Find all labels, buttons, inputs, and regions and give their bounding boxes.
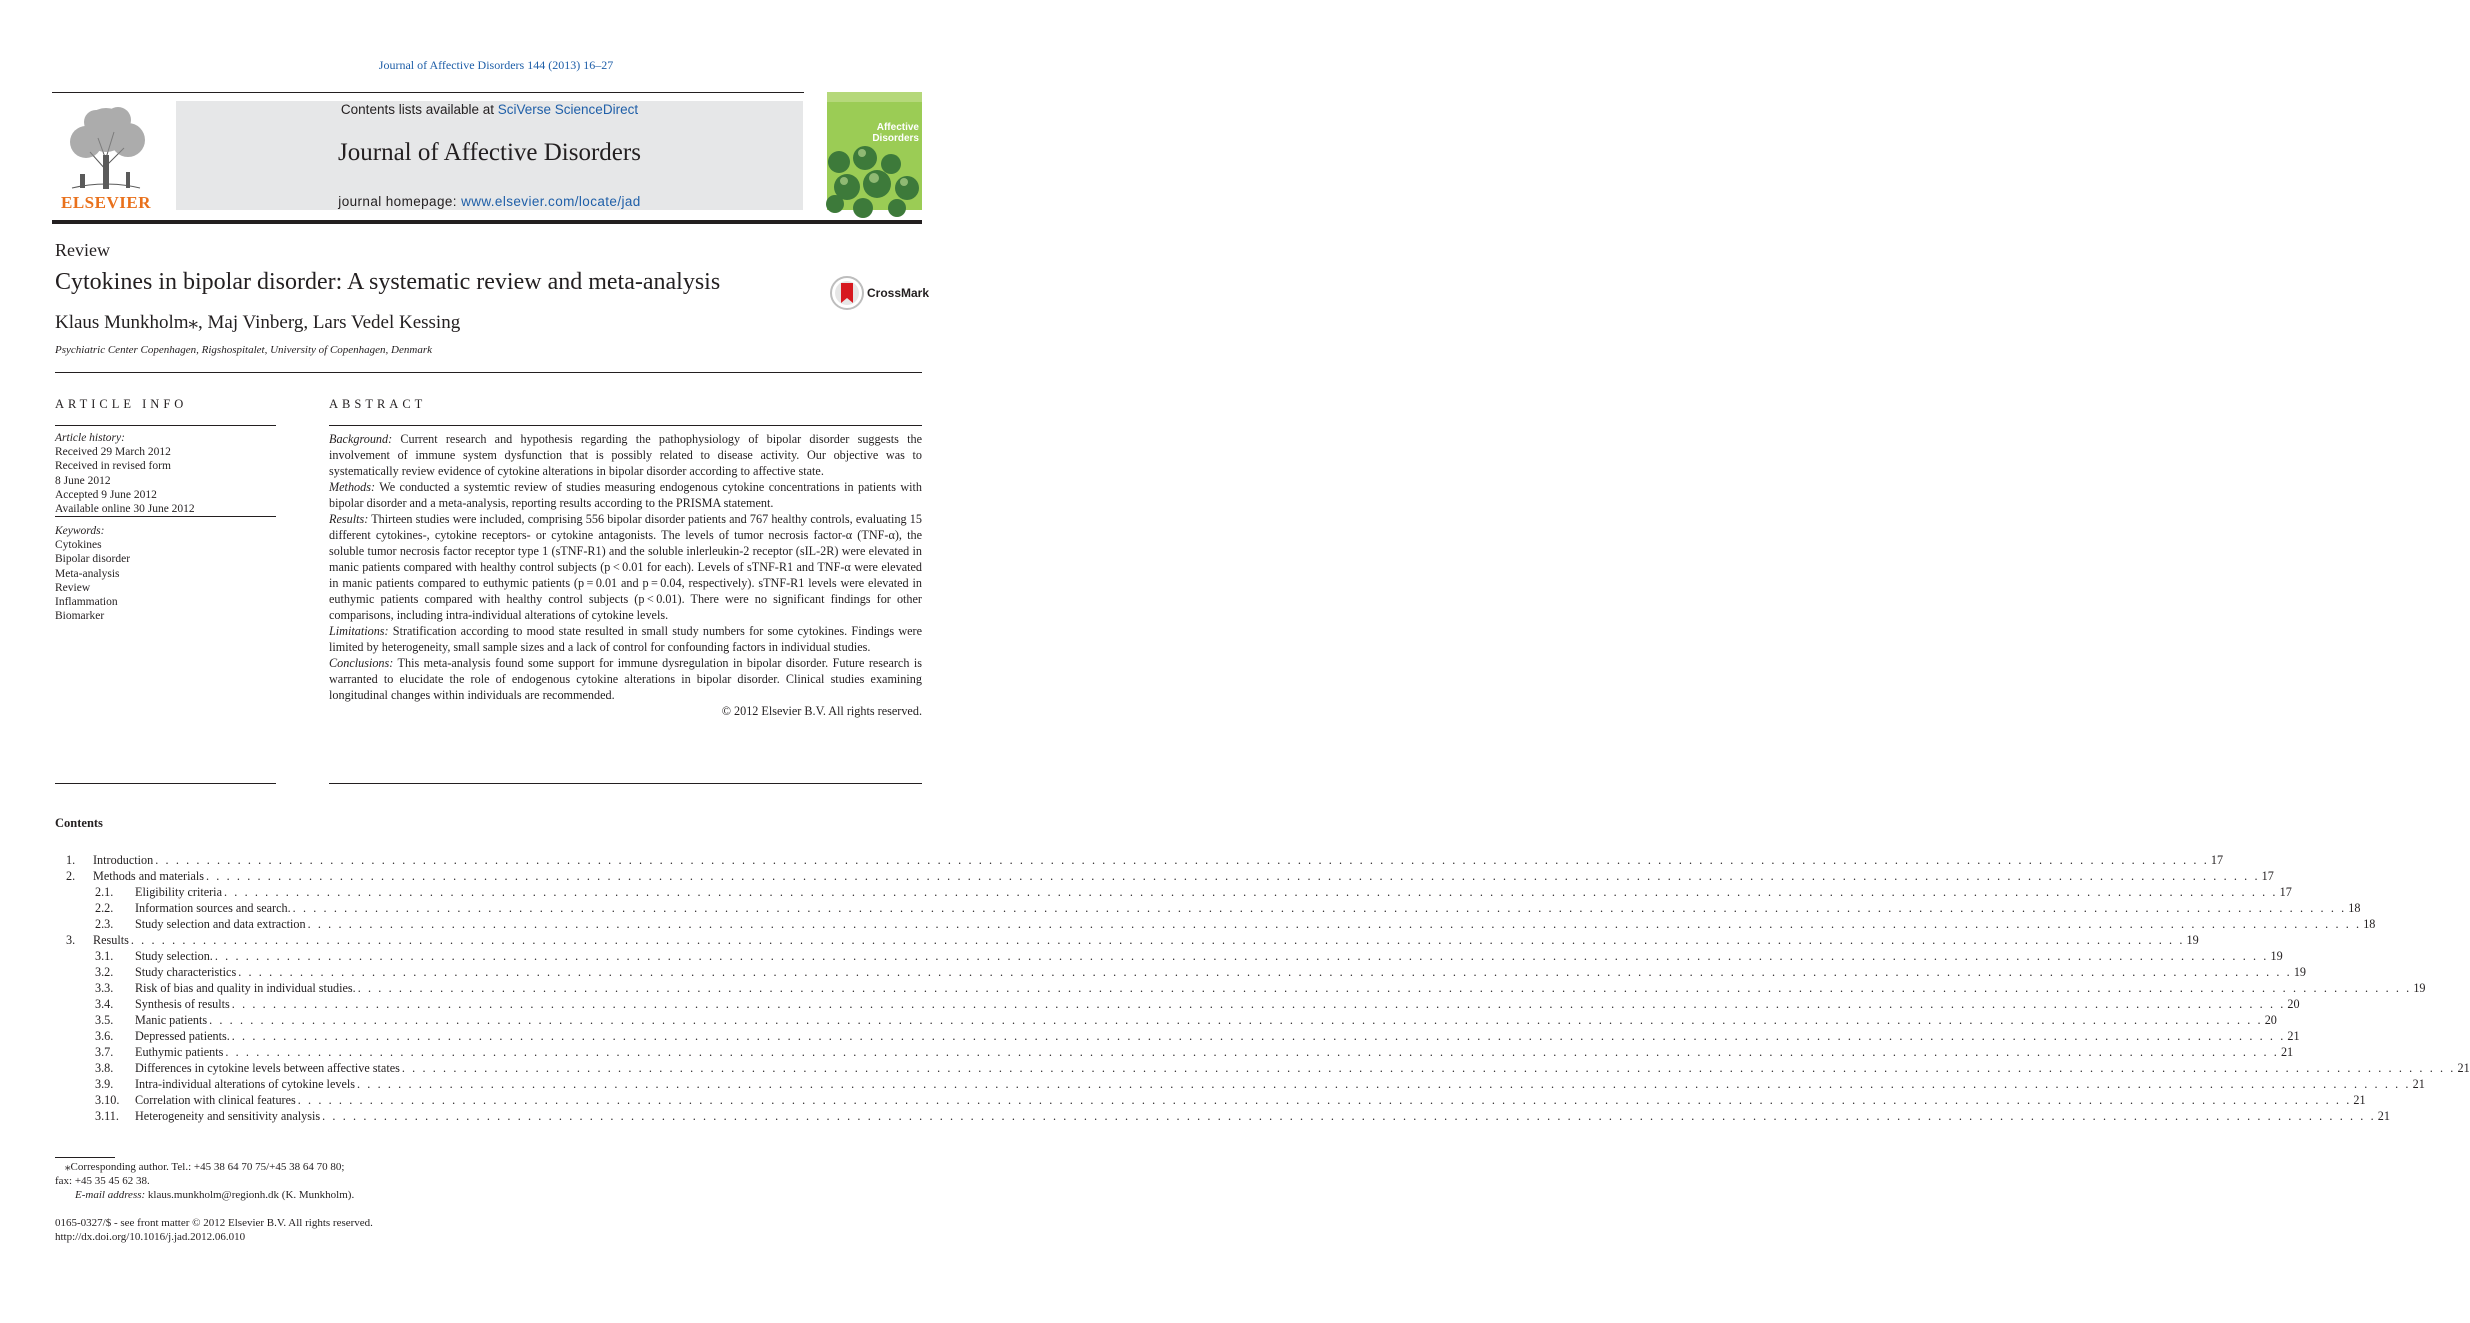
toc-entry-number: 3.5.	[95, 1013, 114, 1027]
author-list: Klaus Munkholm⁎, Maj Vinberg, Lars Vedel Kessing	[55, 312, 461, 333]
corresponding-author-note: ⁎Corresponding author. Tel.: +45 38 64 70 75/+45 38 64 70 80;	[65, 1161, 345, 1173]
history-item: 8 June 2012	[55, 474, 111, 487]
abstract-heading: ABSTRACT	[329, 397, 427, 411]
toc-entry[interactable]	[55, 996, 2300, 1012]
history-item: Available online 30 June 2012	[55, 503, 195, 516]
toc-entry-number: 3.1.	[95, 949, 114, 963]
abstract-methods	[329, 479, 922, 511]
toc-entry[interactable]	[55, 884, 2292, 900]
crossmark-label[interactable]: CrossMark	[867, 286, 930, 300]
toc-entry-title[interactable]: Study characteristics	[135, 965, 237, 979]
history-item: Received 29 March 2012	[55, 446, 171, 459]
journal-homepage-line	[176, 194, 803, 209]
toc-entry-title[interactable]: Depressed patients.	[135, 1029, 230, 1043]
toc-dot-leader: . . . . . . . . . . . . . . . . . . . . . . . . . . . . . . . . . . . . . . . . . . . . . . . . . . . . . . . . . . . . . . . . . . . . . . . . . . . . . . . . . . . . . . . . . . . . . . . . . . . . . . . . . . . . . . . . . . . . . . . . . . . . . . . . . . . . . . . . . . . . . . . . . . . . . . . . . . . . . . . . . . . . . . . . . . . . . . . . . . . . . . . . . . . . . . . . . . . . . . . .	[206, 869, 2260, 883]
sciencedirect-link[interactable]: SciVerse ScienceDirect	[497, 102, 639, 117]
toc-dot-leader: . . . . . . . . . . . . . . . . . . . . . . . . . . . . . . . . . . . . . . . . . . . . . . . . . . . . . . . . . . . . . . . . . . . . . . . . . . . . . . . . . . . . . . . . . . . . . . . . . . . . . . . . . . . . . . . . . . . . . . . . . . . . . . . . . . . . . . . . . . . . . . . . . . . . . . . . . . . . . . . . . . . . . . . . . . . . . . . . . . . . . . . . . . . . . . . . . . . . . . . .	[238, 965, 2292, 979]
keyword-item: Biomarker	[55, 610, 105, 623]
fax-note: fax: +45 35 45 62 38.	[55, 1175, 150, 1187]
toc-entry-title[interactable]: Methods and materials	[93, 869, 205, 883]
toc-entry[interactable]	[55, 1076, 2425, 1092]
keyword-item: Review	[55, 581, 91, 594]
article-info-rule	[55, 425, 276, 426]
keyword-item: Meta-analysis	[55, 567, 120, 580]
toc-entry[interactable]	[55, 1028, 2300, 1044]
keyword-item: Cytokines	[55, 539, 102, 552]
toc-entry-title[interactable]: Eligibility criteria	[135, 885, 222, 899]
toc-entry[interactable]	[55, 868, 2274, 884]
abstract-section-label: Results:	[329, 512, 369, 526]
journal-cover-image	[827, 92, 922, 210]
keyword-item: Bipolar disorder	[55, 553, 131, 566]
abstract-results	[329, 511, 922, 623]
toc-dot-leader: . . . . . . . . . . . . . . . . . . . . . . . . . . . . . . . . . . . . . . . . . . . . . . . . . . . . . . . . . . . . . . . . . . . . . . . . . . . . . . . . . . . . . . . . . . . . . . . . . . . . . . . . . . . . . . . . . . . . . . . . . . . . . . . . . . . . . . . . . . . . . . . . . . . . . . . . . . . . . . . . . . . . . . . . . . . . . . . . . . . . . . . . . . . . . . . . . . . . . . . .	[322, 1109, 2376, 1123]
toc-dot-leader: . . . . . . . . . . . . . . . . . . . . . . . . . . . . . . . . . . . . . . . . . . . . . . . . . . . . . . . . . . . . . . . . . . . . . . . . . . . . . . . . . . . . . . . . . . . . . . . . . . . . . . . . . . . . . . . . . . . . . . . . . . . . . . . . . . . . . . . . . . . . . . . . . . . . . . . . . . . . . . . . . . . . . . . . . . . . . . . . . . . . . . . . . . . . . . . . . . . . . . . .	[155, 853, 2209, 867]
toc-entry-page: 19	[2413, 981, 2426, 995]
toc-dot-leader: . . . . . . . . . . . . . . . . . . . . . . . . . . . . . . . . . . . . . . . . . . . . . . . . . . . . . . . . . . . . . . . . . . . . . . . . . . . . . . . . . . . . . . . . . . . . . . . . . . . . . . . . . . . . . . . . . . . . . . . . . . . . . . . . . . . . . . . . . . . . . . . . . . . . . . . . . . . . . . . . . . . . . . . . . . . . . . . . . . . . . . . . . . . . . . . . . . . . . . . .	[223, 885, 2278, 899]
toc-dot-leader: . . . . . . . . . . . . . . . . . . . . . . . . . . . . . . . . . . . . . . . . . . . . . . . . . . . . . . . . . . . . . . . . . . . . . . . . . . . . . . . . . . . . . . . . . . . . . . . . . . . . . . . . . . . . . . . . . . . . . . . . . . . . . . . . . . . . . . . . . . . . . . . . . . . . . . . . . . . . . . . . . . . . . . . . . . . . . . . . . . . . . . . . . . . . . . . . . . . . . . . .	[297, 1093, 2352, 1107]
toc-entry[interactable]	[55, 1044, 2294, 1060]
cover-spheres-icon	[827, 92, 922, 210]
abstract-section-text: Thirteen studies were included, comprising 556 bipolar disorder patients and 767 healthy controls, evaluating 15 different cytokines-, cytokine receptors- or cytokine antagonists. The levels of tumor necrosis factor-α (TNF-α), the soluble tumor necrosis factor receptor type 1 (sTNF-R1) and the soluble inlerleukin-2 receptor (sIL-2R) were elevated in manic patients compared with healthy control subjects (p < 0.01 for each). Levels of sTNF-R1 and TNF-α were elevated in manic patients compared to euthymic patients (p = 0.01 and p = 0.04, respectively). sTNF-R1 levels were elevated in euthymic patients compared with healthy control subjects (p < 0.01). There were no significant findings for other comparisons, including intra-individual alterations of cytokine levels.	[329, 512, 922, 622]
journal-citation[interactable]: Journal of Affective Disorders 144 (2013) 16–27	[378, 58, 614, 72]
toc-entry-title[interactable]: Study selection and data extraction	[135, 917, 306, 931]
keywords-list	[55, 524, 276, 623]
abstract-section-label: Limitations:	[329, 624, 389, 638]
publisher-name: ELSEVIER	[61, 193, 151, 212]
toc-entry-page: 19	[2293, 965, 2306, 979]
email-label: E-mail address:	[75, 1189, 146, 1201]
table-of-contents	[55, 852, 2470, 1124]
history-item: Received in revised form	[55, 460, 171, 473]
history-item: Accepted 9 June 2012	[55, 488, 157, 501]
abstract-section-text: Current research and hypothesis regarding the pathophysiology of bipolar disorder suggests the involvement of immune system dysfunction that is possibly related to disease activity. Our objective was to systematically review evidence of cytokine alterations in bipolar disorder according to affective state.	[329, 432, 922, 478]
keyword-item: Inflammation	[55, 596, 118, 609]
author-affiliation: Psychiatric Center Copenhagen, Rigshospitalet, University of Copenhagen, Denmark	[55, 344, 432, 356]
toc-entry-title[interactable]: Manic patients	[135, 1013, 208, 1027]
toc-entry-number: 1.	[66, 853, 76, 867]
toc-entry-title[interactable]: Intra-individual alterations of cytokine levels	[135, 1077, 355, 1091]
contents-available-line	[176, 102, 803, 117]
toc-entry[interactable]	[55, 900, 2361, 916]
cover-title: Affective Disorders	[872, 122, 919, 144]
toc-entry-page: 19	[2186, 933, 2199, 947]
toc-entry-page: 17	[2279, 885, 2292, 899]
abstract-section-label: Methods:	[329, 480, 376, 494]
toc-entry-number: 3.9.	[95, 1077, 114, 1091]
email-note	[55, 1188, 354, 1202]
front-matter-info	[55, 1216, 373, 1244]
toc-entry-page: 17	[2210, 853, 2224, 867]
abstract-background	[329, 431, 922, 479]
abstract-body	[329, 431, 922, 719]
title-block-rule	[55, 372, 922, 373]
toc-entry-title[interactable]: Correlation with clinical features	[135, 1093, 296, 1107]
toc-entry-title[interactable]: Information sources and search.	[135, 901, 291, 915]
toc-entry-number: 3.3.	[95, 981, 114, 995]
toc-dot-leader: . . . . . . . . . . . . . . . . . . . . . . . . . . . . . . . . . . . . . . . . . . . . . . . . . . . . . . . . . . . . . . . . . . . . . . . . . . . . . . . . . . . . . . . . . . . . . . . . . . . . . . . . . . . . . . . . . . . . . . . . . . . . . . . . . . . . . . . . . . . . . . . . . . . . . . . . . . . . . . . . . . . . . . . . . . . . . . . . . . . . . . . . . . . . . . . . . . . . . . . .	[214, 949, 2269, 963]
toc-dot-leader: . . . . . . . . . . . . . . . . . . . . . . . . . . . . . . . . . . . . . . . . . . . . . . . . . . . . . . . . . . . . . . . . . . . . . . . . . . . . . . . . . . . . . . . . . . . . . . . . . . . . . . . . . . . . . . . . . . . . . . . . . . . . . . . . . . . . . . . . . . . . . . . . . . . . . . . . . . . . . . . . . . . . . . . . . . . . . . . . . . . . . . . . . . . . . . . . . . . . . . . .	[231, 1029, 2286, 1043]
contents-heading: Contents	[55, 816, 103, 830]
toc-entry[interactable]	[55, 852, 2224, 868]
footnotes	[55, 1160, 354, 1202]
toc-dot-leader: . . . . . . . . . . . . . . . . . . . . . . . . . . . . . . . . . . . . . . . . . . . . . . . . . . . . . . . . . . . . . . . . . . . . . . . . . . . . . . . . . . . . . . . . . . . . . . . . . . . . . . . . . . . . . . . . . . . . . . . . . . . . . . . . . . . . . . . . . . . . . . . . . . . . . . . . . . . . . . . . . . . . . . . . . . . . . . . . . . . . . . . . . . . . . . . . . . . . . . . .	[401, 1061, 2456, 1075]
article-info-heading: ARTICLE INFO	[55, 397, 188, 411]
homepage-prefix: journal homepage:	[338, 194, 462, 209]
abstract-section-label: Conclusions:	[329, 656, 394, 670]
toc-entry-page: 17	[2261, 869, 2274, 883]
toc-dot-leader: . . . . . . . . . . . . . . . . . . . . . . . . . . . . . . . . . . . . . . . . . . . . . . . . . . . . . . . . . . . . . . . . . . . . . . . . . . . . . . . . . . . . . . . . . . . . . . . . . . . . . . . . . . . . . . . . . . . . . . . . . . . . . . . . . . . . . . . . . . . . . . . . . . . . . . . . . . . . . . . . . . . . . . . . . . . . . . . . . . . . . . . . . . . . . . . . . . . . . . . .	[356, 1077, 2411, 1091]
contents-prefix: Contents lists available at	[340, 102, 498, 117]
toc-entry-page: 21	[2280, 1045, 2294, 1059]
toc-entry-title[interactable]: Differences in cytokine levels between affective states	[135, 1061, 400, 1075]
toc-entry[interactable]	[55, 1060, 2470, 1076]
toc-entry[interactable]	[55, 964, 2306, 980]
header-top-rule	[52, 92, 804, 93]
abstract-section-text: This meta-analysis found some support for immune dysregulation in bipolar disorder. Future research is warranted to elucidate the role of endogenous cytokine alterations in bipolar disorder. Clinical studies examining longitudinal changes within individuals are recommended.	[329, 656, 922, 702]
toc-entry-title[interactable]: Introduction	[93, 853, 154, 867]
toc-entry-page: 18	[2348, 901, 2361, 915]
toc-dot-leader: . . . . . . . . . . . . . . . . . . . . . . . . . . . . . . . . . . . . . . . . . . . . . . . . . . . . . . . . . . . . . . . . . . . . . . . . . . . . . . . . . . . . . . . . . . . . . . . . . . . . . . . . . . . . . . . . . . . . . . . . . . . . . . . . . . . . . . . . . . . . . . . . . . . . . . . . . . . . . . . . . . . . . . . . . . . . . . . . . . . . . . . . . . . . . . . . . . . . . . . .	[225, 1045, 2279, 1059]
toc-entry-page: 21	[2412, 1077, 2425, 1091]
toc-entry-title[interactable]: Euthymic patients	[135, 1045, 224, 1059]
history-keywords-rule	[55, 516, 276, 517]
toc-entry-page: 20	[2287, 997, 2300, 1011]
toc-entry-number: 2.	[66, 869, 76, 883]
toc-entry-page: 21	[2287, 1029, 2300, 1043]
toc-entry-number: 3.7.	[95, 1045, 114, 1059]
email-address[interactable]: klaus.munkholm@regionh.dk (K. Munkholm).	[145, 1189, 355, 1201]
toc-entry[interactable]	[55, 980, 2426, 996]
toc-entry-page: 20	[2264, 1013, 2277, 1027]
toc-entry-number: 2.1.	[95, 885, 114, 899]
abstract-bottom-rule	[329, 783, 922, 784]
toc-entry[interactable]	[55, 932, 2199, 948]
toc-entry-number: 3.6.	[95, 1029, 114, 1043]
toc-entry-page: 18	[2363, 917, 2376, 931]
toc-entry-page: 21	[2457, 1061, 2470, 1075]
abstract-section-text: We conducted a systemtic review of studies measuring endogenous cytokine concentrations in patients with bipolar disorder and a meta-analysis, reporting results according to the PRISMA statement.	[329, 480, 922, 510]
toc-entry-number: 3.	[66, 933, 76, 947]
toc-entry-number: 3.11.	[95, 1109, 119, 1123]
toc-entry-number: 3.4.	[95, 997, 114, 1011]
article-history-label: Article history:	[55, 432, 125, 444]
toc-entry-number: 3.2.	[95, 965, 114, 979]
toc-entry-title[interactable]: Synthesis of results	[135, 997, 230, 1011]
issn-line: 0165-0327/$ - see front matter © 2012 Elsevier B.V. All rights reserved.	[55, 1217, 373, 1229]
abstract-copyright: © 2012 Elsevier B.V. All rights reserved.	[721, 704, 922, 718]
toc-entry-title[interactable]: Results	[93, 933, 129, 947]
header-bottom-rule	[52, 220, 922, 224]
toc-dot-leader: . . . . . . . . . . . . . . . . . . . . . . . . . . . . . . . . . . . . . . . . . . . . . . . . . . . . . . . . . . . . . . . . . . . . . . . . . . . . . . . . . . . . . . . . . . . . . . . . . . . . . . . . . . . . . . . . . . . . . . . . . . . . . . . . . . . . . . . . . . . . . . . . . . . . . . . . . . . . . . . . . . . . . . . . . . . . . . . . . . . . . . . . . . . . . . . . . . . . . . . .	[292, 901, 2347, 915]
toc-entry-title[interactable]: Heterogeneity and sensitivity analysis	[135, 1109, 321, 1123]
toc-entry-number: 3.10.	[95, 1093, 120, 1107]
toc-entry[interactable]	[55, 916, 2376, 932]
toc-dot-leader: . . . . . . . . . . . . . . . . . . . . . . . . . . . . . . . . . . . . . . . . . . . . . . . . . . . . . . . . . . . . . . . . . . . . . . . . . . . . . . . . . . . . . . . . . . . . . . . . . . . . . . . . . . . . . . . . . . . . . . . . . . . . . . . . . . . . . . . . . . . . . . . . . . . . . . . . . . . . . . . . . . . . . . . . . . . . . . . . . . . . . . . . . . . . . . . . . . . . . . . .	[307, 917, 2362, 931]
toc-entry-title[interactable]: Risk of bias and quality in individual studies.	[135, 981, 356, 995]
toc-entry[interactable]	[55, 948, 2283, 964]
toc-entry[interactable]	[55, 1012, 2277, 1028]
abstract-limitations	[329, 623, 922, 655]
homepage-link[interactable]: www.elsevier.com/locate/jad	[461, 194, 641, 209]
toc-dot-leader: . . . . . . . . . . . . . . . . . . . . . . . . . . . . . . . . . . . . . . . . . . . . . . . . . . . . . . . . . . . . . . . . . . . . . . . . . . . . . . . . . . . . . . . . . . . . . . . . . . . . . . . . . . . . . . . . . . . . . . . . . . . . . . . . . . . . . . . . . . . . . . . . . . . . . . . . . . . . . . . . . . . . . . . . . . . . . . . . . . . . . . . . . . . . . . . . . . . . . . . .	[130, 933, 2185, 947]
toc-entry-number: 3.8.	[95, 1061, 114, 1075]
toc-entry[interactable]	[55, 1092, 2366, 1108]
toc-entry-number: 2.2.	[95, 901, 114, 915]
footnote-rule	[55, 1157, 115, 1158]
abstract-section-label: Background:	[329, 432, 393, 446]
toc-entry-page: 21	[2353, 1093, 2366, 1107]
abstract-conclusions	[329, 655, 922, 703]
article-section-type: Review	[55, 240, 110, 260]
article-info-bottom-rule	[55, 783, 276, 784]
toc-dot-leader: . . . . . . . . . . . . . . . . . . . . . . . . . . . . . . . . . . . . . . . . . . . . . . . . . . . . . . . . . . . . . . . . . . . . . . . . . . . . . . . . . . . . . . . . . . . . . . . . . . . . . . . . . . . . . . . . . . . . . . . . . . . . . . . . . . . . . . . . . . . . . . . . . . . . . . . . . . . . . . . . . . . . . . . . . . . . . . . . . . . . . . . . . . . . . . . . . . . . . . . .	[357, 981, 2412, 995]
toc-entry[interactable]	[55, 1108, 2390, 1124]
toc-dot-leader: . . . . . . . . . . . . . . . . . . . . . . . . . . . . . . . . . . . . . . . . . . . . . . . . . . . . . . . . . . . . . . . . . . . . . . . . . . . . . . . . . . . . . . . . . . . . . . . . . . . . . . . . . . . . . . . . . . . . . . . . . . . . . . . . . . . . . . . . . . . . . . . . . . . . . . . . . . . . . . . . . . . . . . . . . . . . . . . . . . . . . . . . . . . . . . . . . . . . . . . .	[209, 1013, 2263, 1027]
toc-entry-page: 19	[2270, 949, 2283, 963]
keywords-label: Keywords:	[55, 525, 105, 537]
abstract-section-text: Stratification according to mood state resulted in small study numbers for some cytokines. Findings were limited by heterogeneity, small sample sizes and a lack of control for confounding factors in individual studies.	[329, 624, 922, 654]
journal-title: Journal of Affective Disorders	[338, 139, 641, 166]
toc-entry-title[interactable]: Study selection.	[135, 949, 213, 963]
doi-link[interactable]: http://dx.doi.org/10.1016/j.jad.2012.06.010	[55, 1231, 246, 1243]
toc-entry-number: 2.3.	[95, 917, 114, 931]
toc-dot-leader: . . . . . . . . . . . . . . . . . . . . . . . . . . . . . . . . . . . . . . . . . . . . . . . . . . . . . . . . . . . . . . . . . . . . . . . . . . . . . . . . . . . . . . . . . . . . . . . . . . . . . . . . . . . . . . . . . . . . . . . . . . . . . . . . . . . . . . . . . . . . . . . . . . . . . . . . . . . . . . . . . . . . . . . . . . . . . . . . . . . . . . . . . . . . . . . . . . . . . . . .	[231, 997, 2286, 1011]
article-title: Cytokines in bipolar disorder: A systematic review and meta-analysis	[55, 269, 721, 295]
abstract-top-rule	[329, 425, 922, 426]
article-history	[55, 431, 276, 516]
toc-entry-page: 21	[2377, 1109, 2390, 1123]
